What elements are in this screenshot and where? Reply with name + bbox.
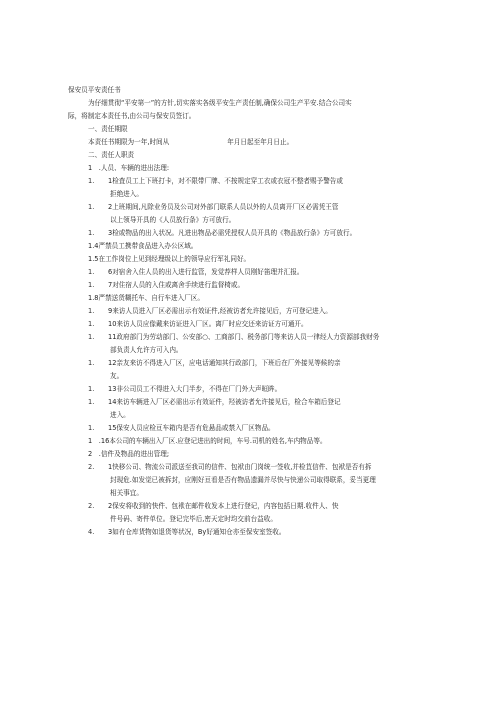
item-text: 1快移公司、物流公司派送至我司的信件、包袱由门岗统一签收,并检苴信件、包袱是否有拆 bbox=[108, 463, 372, 471]
item-text: 15保安人员应检亘车箱内是否有危悬品或禁入厂区物品。 bbox=[108, 424, 275, 432]
duty-item bbox=[68, 422, 440, 435]
duty-item bbox=[68, 331, 440, 344]
duty-item bbox=[68, 175, 440, 188]
item-continuation: 进入。 bbox=[110, 411, 130, 419]
item-text: 9来访人员进入厂区必需出示有效证件,经被访者允许接见后，方可登记进入。 bbox=[108, 307, 332, 315]
duty-item bbox=[68, 279, 440, 292]
section2-sub2: 2 .信件及物品的进出管理; bbox=[88, 450, 170, 458]
item-text: 3如有仓库货物如退货等状况，By好通知仓亦至保安室签收。 bbox=[108, 528, 286, 536]
intro-line-1: 为仔细贯彻“平安第一”的方针,切实落实各级平安生产责任制,确保公司生产平安.结合公司实 bbox=[88, 99, 352, 107]
duty-item bbox=[68, 253, 440, 266]
item-text: 1 .16本公司的车辆出入厂区.应登记进出的时间，车号.司机的姓名,车内物品等。 bbox=[88, 437, 327, 445]
item-number: 1. bbox=[88, 320, 95, 328]
duty-item bbox=[68, 383, 440, 396]
item-text: 2上班期间,凡除业务员及公司对外部门联系人员以外的人员离开厂区必需凭王管 bbox=[108, 203, 339, 211]
item-number: 1. bbox=[88, 177, 95, 185]
item-text: 13非公司员工不得进入大门半步，不得在厂门外大声晅眸。 bbox=[108, 385, 282, 393]
item-text: 1检査员工上下班打卡，对不限带厂牌、不按规定穿工衣或衣冠不整者赐予警告或 bbox=[108, 177, 343, 185]
term-end-text: 年月日起至年月日止。 bbox=[227, 138, 294, 146]
item-continuation: 友。 bbox=[110, 372, 124, 380]
item-continuation: 拒绝进入。 bbox=[110, 190, 143, 198]
section1-heading: 一、责任期限 bbox=[88, 125, 128, 133]
item-number: 1. bbox=[88, 333, 95, 341]
duty-item bbox=[68, 266, 440, 279]
duty-item bbox=[68, 435, 440, 448]
item-number: 1. bbox=[88, 281, 95, 289]
duty-item bbox=[68, 396, 440, 409]
item-continuation: 件号码、寄件单位。登记完毕后,密天定时均交前台益收。 bbox=[110, 515, 277, 523]
duty-item bbox=[68, 292, 440, 305]
duty-item bbox=[68, 500, 440, 513]
item-text: 2保安将收到的快件、包袱在邮件收发本上进行登记，内容包括日期.收件人、快 bbox=[108, 502, 339, 510]
duty-item bbox=[68, 461, 440, 474]
item-continuation: 以上领导开具的《人员放行条》方可放行。 bbox=[110, 216, 236, 224]
item-text: 1.4严禁员工携带食品进入办公区域。 bbox=[88, 242, 198, 250]
section2-heading: 二、责任人职责 bbox=[88, 151, 135, 159]
intro-line-2: 际，将制定本责任书,由公司与保安员签订。 bbox=[68, 112, 196, 120]
section2-sub1: 1 .人员、车辆的进出法理: bbox=[88, 164, 170, 172]
item-text: 1.5在工作岗位上见到经理级以上的领导应行军礼同好。 bbox=[88, 255, 251, 263]
item-text: 1.8严禁送货糊托车、自行车进入厂区。 bbox=[88, 294, 204, 302]
item-continuation: 相关事宜。 bbox=[110, 489, 143, 497]
item-number: 1. bbox=[88, 359, 95, 367]
item-number: 2. bbox=[88, 502, 95, 510]
item-text: 7对住宿人员的入住或离舍手续进行监督椅或。 bbox=[108, 281, 245, 289]
item-number: 1. bbox=[88, 385, 95, 393]
term-start-text: 本责任书期限为一年,时间从 bbox=[88, 138, 170, 146]
item-text: 3检或物品的出入状况。凡进出物品必需凭授权人员开具的《物品放行条》方可放行。 bbox=[108, 229, 357, 237]
item-number: 2. bbox=[88, 463, 95, 471]
duty-item bbox=[68, 526, 440, 539]
section1-term bbox=[68, 136, 440, 149]
item-text: 6对宿舍入住人员的出入进行监管，发觉荐样人员刚好笛理并汇报。 bbox=[108, 268, 304, 276]
item-number: 1. bbox=[88, 424, 95, 432]
item-text: 10来访人员应像戴来访证进入厂区。离厂时应交还来访证方可通开。 bbox=[108, 320, 308, 328]
duty-item bbox=[68, 305, 440, 318]
duty-list-mail bbox=[68, 461, 440, 539]
duty-item bbox=[68, 240, 440, 253]
item-text: 14来访车辆进入厂区必需出示有效证件，羟被访者允许接见后，检合车箱后登记 bbox=[108, 398, 341, 406]
document-body bbox=[68, 84, 440, 539]
item-number: 1. bbox=[88, 229, 95, 237]
item-number: 1. bbox=[88, 398, 95, 406]
duty-item bbox=[68, 318, 440, 331]
duty-item bbox=[68, 227, 440, 240]
item-text: 12亲友来访不得进入厂区，应电话通知其行政部门，下班后在厂外接见等候的亲 bbox=[108, 359, 341, 367]
document-title: 保安员平安责任书 bbox=[68, 86, 121, 94]
duty-list-personnel bbox=[68, 175, 440, 448]
item-continuation: 封现危.如发觉已被拆封，应刚好亘看是否有物品遗漏并尽快与快递公司取得联系，妥当更理 bbox=[110, 476, 376, 484]
duty-item bbox=[68, 201, 440, 214]
item-text: 11政府部门为劳动部门、公安部○、工商部门、税务部门等来访人员一律经人力资源部我财务 bbox=[108, 333, 380, 341]
item-number: 1. bbox=[88, 203, 95, 211]
item-continuation: 部负责人允许方可入内。 bbox=[110, 346, 183, 354]
item-number: 1. bbox=[88, 268, 95, 276]
duty-item bbox=[68, 357, 440, 370]
item-number: 4. bbox=[88, 528, 95, 536]
item-number: 1. bbox=[88, 307, 95, 315]
